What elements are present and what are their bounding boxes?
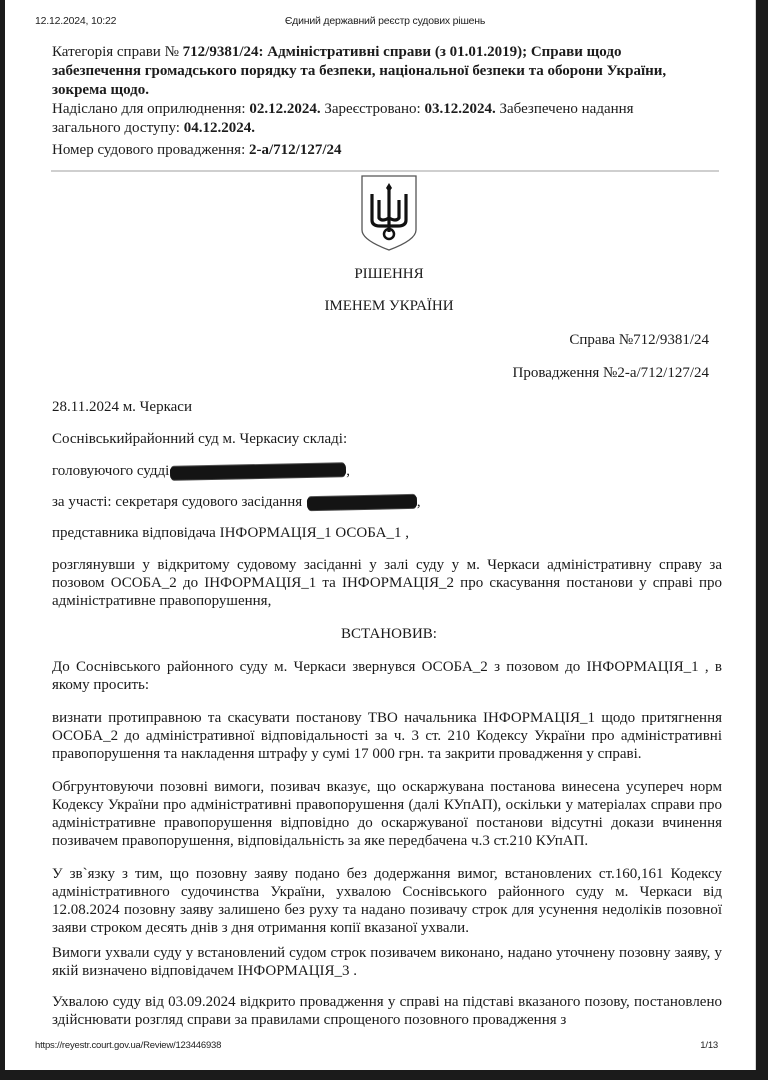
print-url: https://reyestr.court.gov.ua/Review/123446938 — [35, 1040, 222, 1051]
access-label: Забезпечено надання загального доступу: — [52, 101, 634, 136]
redacted-name — [307, 495, 417, 510]
sent-value: 02.12.2024. — [249, 101, 321, 117]
judge-suffix: , — [346, 463, 351, 479]
paragraph: визнати протиправною та скасувати постанову ТВО начальника ІНФОРМАЦІЯ_1 щодо притягнення ОСОБА_2 до адміністративної відповідальності за ч. 3 ст. 210 Кодексу України про адміністративні правопорушення та накладення штрафу у сумі 17 000 грн. та закрити провадження у справі. — [52, 710, 722, 762]
proceeding-value: 2-а/712/127/24 — [249, 142, 342, 158]
paragraph: Ухвалою суду від 03.09.2024 відкрито провадження у справі на підставі вказаного позову, постановлено здійснювати розгляд справи за правилами спрощеного позовного провадження з — [52, 994, 722, 1028]
paragraph: Обгрунтовуючи позовні вимоги, позивач вказує, що оскаржувана постанова винесена усупереч норм Кодексу України про адміністративні правопорушення (далі КУпАП), оскільки у матеріалах справи про адміністративне правопорушення відповідно до оскаржуваної постанови відсутні докази вчинення позивачем правопорушення, відповідальність за яке передбачена ч.3 ст.210 КУпАП. — [52, 779, 722, 849]
paragraph: Вимоги ухвали суду у встановлений судом строк позивачем виконано, надано уточнену позовну заяву, у якій визначено відповідачем ІНФОРМАЦІЯ_3 . — [52, 945, 722, 979]
decision-title: РІШЕННЯ — [354, 266, 424, 282]
dates-line — [52, 100, 702, 138]
paragraph: У зв`язку з тим, що позовну заяву подано без додержання вимог, встановлених ст.160,161 Кодексу адміністративного судочинства України, ухвалою Соснівського районного суду м. Черкаси від 12.08.2024 позовну заяву залишено без руху та надано позивачу строк для усунення недоліків позовної заяви строком десять днів з дня отримання копії вказаної ухвали. — [52, 866, 722, 936]
secretary-suffix: , — [416, 494, 421, 510]
decision-subtitle: ІМЕНЕМ УКРАЇНИ — [324, 298, 454, 314]
representative-line: представника відповідача ІНФОРМАЦІЯ_1 ОСОБА_1 , — [52, 525, 409, 541]
date-place: 28.11.2024 м. Черкаси — [52, 399, 192, 415]
coat-of-arms-icon — [360, 174, 418, 252]
proceeding-line — [52, 141, 702, 160]
case-metadata — [52, 43, 702, 160]
proceeding-label: Номер судового провадження: — [52, 142, 249, 158]
print-site-title: Єдиний державний реєстр судових рішень — [284, 15, 486, 27]
judge-label: головуючого судді — [52, 463, 170, 479]
secretary-label: за участі: секретаря судового засідання — [52, 494, 306, 510]
sent-label: Надіслано для оприлюднення: — [52, 101, 250, 117]
document-page — [5, 0, 756, 1070]
print-datetime: 12.12.2024, 10:22 — [35, 15, 117, 27]
proceeding-number: Провадження №2-а/712/127/24 — [512, 365, 709, 381]
category-label: Категорія справи № — [52, 44, 183, 60]
case-number: Справа №712/9381/24 — [569, 332, 709, 348]
header-divider — [51, 170, 719, 172]
court-composition: Соснівськийрайонний суд м. Черкасиу складі: — [52, 431, 348, 447]
considered-paragraph: розглянувши у відкритому судовому засіданні у залі суду у м. Черкаси адміністративну справу за позовом ОСОБА_2 до ІНФОРМАЦІЯ_1 та ІНФОРМАЦІЯ_2 про скасування постанови у справі про адміністративне правопорушення, — [52, 557, 722, 609]
print-page-number: 1/13 — [700, 1040, 718, 1051]
established-heading: ВСТАНОВИВ: — [341, 626, 437, 642]
secretary-line — [52, 493, 722, 511]
redacted-name — [170, 463, 346, 480]
access-value: 04.12.2024. — [183, 120, 255, 136]
category-line — [52, 43, 702, 100]
registered-label: Зареєстровано: — [320, 101, 425, 117]
paragraph: До Соснівського районного суду м. Черкаси звернувся ОСОБА_2 з позовом до ІНФОРМАЦІЯ_1 , в якому просить: — [52, 659, 722, 693]
judge-line — [52, 462, 722, 480]
category-value: 712/9381/24: Адміністративні справи (з 01.01.2019); Справи щодо забезпечення громадського порядку та безпеки, національної безпеки та оборони України, зокрема щодо. — [52, 44, 667, 98]
registered-value: 03.12.2024. — [424, 101, 496, 117]
